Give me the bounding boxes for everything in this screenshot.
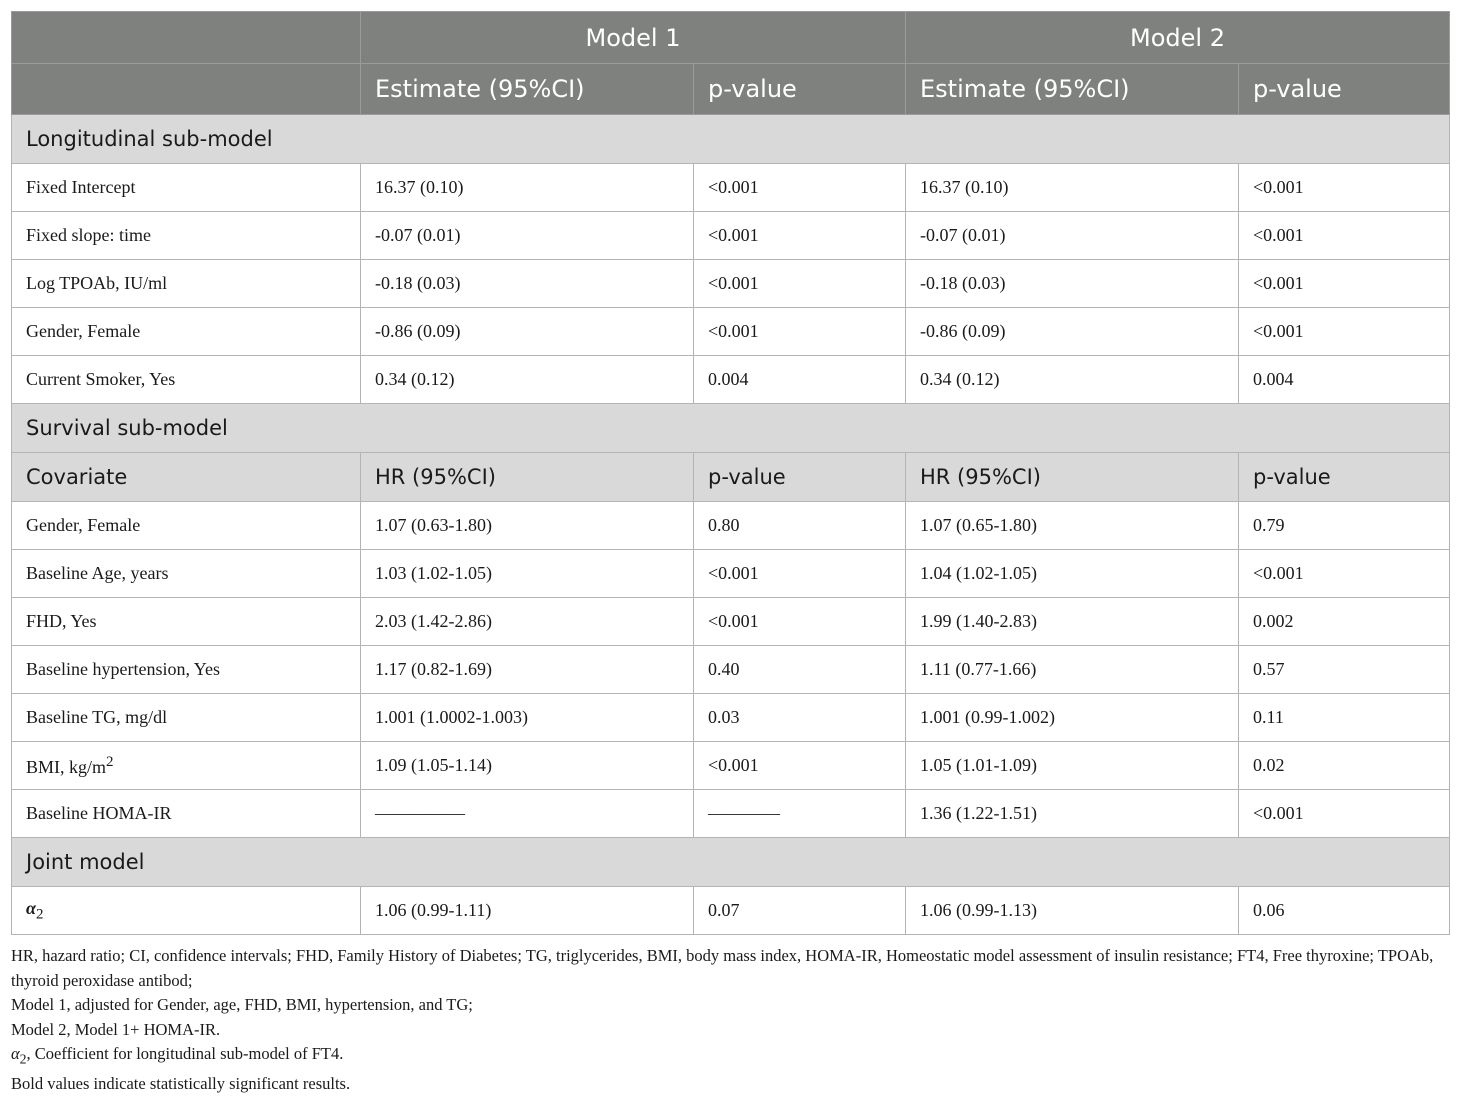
table-row (12, 598, 1450, 646)
row-label (12, 742, 361, 790)
row-label (12, 887, 361, 935)
footnote-alpha-text: , Coefficient for longitudinal sub-model of FT4. (26, 1044, 344, 1063)
m1-estimate: 1.001 (1.0002-1.003) (361, 694, 694, 742)
table-row (12, 260, 1450, 308)
section-title-longitudinal: Longitudinal sub-model (12, 115, 1450, 164)
table-row (12, 742, 1450, 790)
m2-estimate: -0.18 (0.03) (906, 260, 1239, 308)
m2-pvalue: 0.79 (1239, 502, 1450, 550)
footnote-bold-note: Bold values indicate statistically significant results. (11, 1073, 351, 1093)
m2-estimate: 0.34 (0.12) (906, 356, 1239, 404)
m2-estimate: 1.05 (1.01-1.09) (906, 742, 1239, 790)
m1-pvalue: <0.001 (694, 212, 906, 260)
m1-pvalue: 0.004 (694, 356, 906, 404)
section-title-joint: Joint model (12, 838, 1450, 887)
section-title-survival: Survival sub-model (12, 404, 1450, 453)
m1-pvalue: <0.001 (694, 598, 906, 646)
row-label: Fixed Intercept (12, 164, 361, 212)
table-row (12, 212, 1450, 260)
m2-pvalue: 0.02 (1239, 742, 1450, 790)
m1-estimate: 1.09 (1.05-1.14) (361, 742, 694, 790)
row-label: Baseline TG, mg/dl (12, 694, 361, 742)
section-row-longitudinal (12, 115, 1450, 164)
m2-estimate: 1.001 (0.99-1.002) (906, 694, 1239, 742)
table-row (12, 550, 1450, 598)
row-label: Baseline Age, years (12, 550, 361, 598)
footnote-alpha-subscript: 2 (19, 1051, 27, 1067)
row-label: Gender, Female (12, 502, 361, 550)
bmi-superscript: 2 (106, 753, 114, 770)
m1-estimate: -0.86 (0.09) (361, 308, 694, 356)
m1-estimate-header: Estimate (95%CI) (361, 64, 694, 115)
table-row (12, 356, 1450, 404)
m1-hr-header: HR (95%CI) (361, 453, 694, 502)
footnote-model2: Model 2, Model 1+ HOMA-IR. (11, 1019, 221, 1039)
m1-pvalue-header: p-value (694, 64, 906, 115)
m2-estimate: 16.37 (0.10) (906, 164, 1239, 212)
table-row (12, 502, 1450, 550)
m2-pvalue: <0.001 (1239, 308, 1450, 356)
empty-label-header (12, 64, 361, 115)
m2-estimate: 1.06 (0.99-1.13) (906, 887, 1239, 935)
table-row (12, 694, 1450, 742)
m1-estimate: 1.06 (0.99-1.11) (361, 887, 694, 935)
footnote-alpha-symbol: α (11, 1044, 20, 1063)
m1-estimate: 16.37 (0.10) (361, 164, 694, 212)
m1-pvalue: 0.03 (694, 694, 906, 742)
m1-pvalue: <0.001 (694, 550, 906, 598)
m2-pvalue-header: p-value (1239, 64, 1450, 115)
m2-pvalue: <0.001 (1239, 260, 1450, 308)
m1-pvalue: 0.40 (694, 646, 906, 694)
model-header-row (12, 12, 1450, 64)
m2-estimate: 1.11 (0.77-1.66) (906, 646, 1239, 694)
m1-pvalue: <0.001 (694, 742, 906, 790)
m1-estimate: 1.07 (0.63-1.80) (361, 502, 694, 550)
table-row (12, 308, 1450, 356)
section-row-joint (12, 838, 1450, 887)
row-label: Fixed slope: time (12, 212, 361, 260)
m1-estimate: -0.18 (0.03) (361, 260, 694, 308)
table-footnotes (11, 944, 1451, 1096)
table-row (12, 164, 1450, 212)
m1-estimate: -0.07 (0.01) (361, 212, 694, 260)
bmi-label: BMI, kg/m (26, 756, 107, 777)
footnote-abbreviations: HR, hazard ratio; CI, confidence intervals; FHD, Family History of Diabetes; TG, triglycerides, BMI, body mass index, HOMA-IR, Homeostatic model assessment of insulin resistance; FT4, Free thyroxine; TPOAb, thyroid peroxidase antibod; (11, 946, 1434, 990)
m1-estimate: 0.34 (0.12) (361, 356, 694, 404)
m1-estimate: 2.03 (1.42-2.86) (361, 598, 694, 646)
m2-hr-header: HR (95%CI) (906, 453, 1239, 502)
m1-estimate: 1.17 (0.82-1.69) (361, 646, 694, 694)
model1-header: Model 1 (361, 12, 906, 64)
m2-estimate: -0.07 (0.01) (906, 212, 1239, 260)
row-label: Log TPOAb, IU/ml (12, 260, 361, 308)
model2-header: Model 2 (906, 12, 1450, 64)
m2-estimate: 1.36 (1.22-1.51) (906, 790, 1239, 838)
m2-estimate: 1.07 (0.65-1.80) (906, 502, 1239, 550)
m1-pvalue: <0.001 (694, 260, 906, 308)
m1-pvalue: <0.001 (694, 164, 906, 212)
m2-estimate: 1.04 (1.02-1.05) (906, 550, 1239, 598)
covariate-header-row (12, 453, 1450, 502)
m1-estimate: 1.03 (1.02-1.05) (361, 550, 694, 598)
m2-pvalue: <0.001 (1239, 164, 1450, 212)
m2-estimate: 1.99 (1.40-2.83) (906, 598, 1239, 646)
m1-estimate: ————— (361, 790, 694, 838)
m1-pvalue: 0.07 (694, 887, 906, 935)
m2-pvalue: <0.001 (1239, 212, 1450, 260)
column-header-row (12, 64, 1450, 115)
covariate-header: Covariate (12, 453, 361, 502)
m2-estimate-header: Estimate (95%CI) (906, 64, 1239, 115)
footnote-alpha (11, 1042, 1451, 1072)
m2-estimate: -0.86 (0.09) (906, 308, 1239, 356)
row-label: Gender, Female (12, 308, 361, 356)
m1-pvalue: 0.80 (694, 502, 906, 550)
row-label: FHD, Yes (12, 598, 361, 646)
row-label: Baseline HOMA-IR (12, 790, 361, 838)
row-label: Current Smoker, Yes (12, 356, 361, 404)
m2-pvalue: 0.11 (1239, 694, 1450, 742)
section-row-survival (12, 404, 1450, 453)
table-row (12, 887, 1450, 935)
m2-pvalue: 0.002 (1239, 598, 1450, 646)
m1-pvalue-header: p-value (694, 453, 906, 502)
m1-pvalue: <0.001 (694, 308, 906, 356)
table-row (12, 790, 1450, 838)
m2-pvalue: 0.06 (1239, 887, 1450, 935)
m2-pvalue: <0.001 (1239, 550, 1450, 598)
results-table-container (11, 11, 1449, 935)
footnote-model1: Model 1, adjusted for Gender, age, FHD, BMI, hypertension, and TG; (11, 995, 473, 1014)
row-label: Baseline hypertension, Yes (12, 646, 361, 694)
empty-corner-cell (12, 12, 361, 64)
m2-pvalue: 0.004 (1239, 356, 1450, 404)
m2-pvalue: <0.001 (1239, 790, 1450, 838)
table-row (12, 646, 1450, 694)
m2-pvalue-header: p-value (1239, 453, 1450, 502)
alpha-subscript: 2 (35, 906, 44, 923)
joint-model-results-table (11, 11, 1450, 935)
alpha-symbol: α (26, 897, 36, 918)
m2-pvalue: 0.57 (1239, 646, 1450, 694)
m1-pvalue: ———— (694, 790, 906, 838)
